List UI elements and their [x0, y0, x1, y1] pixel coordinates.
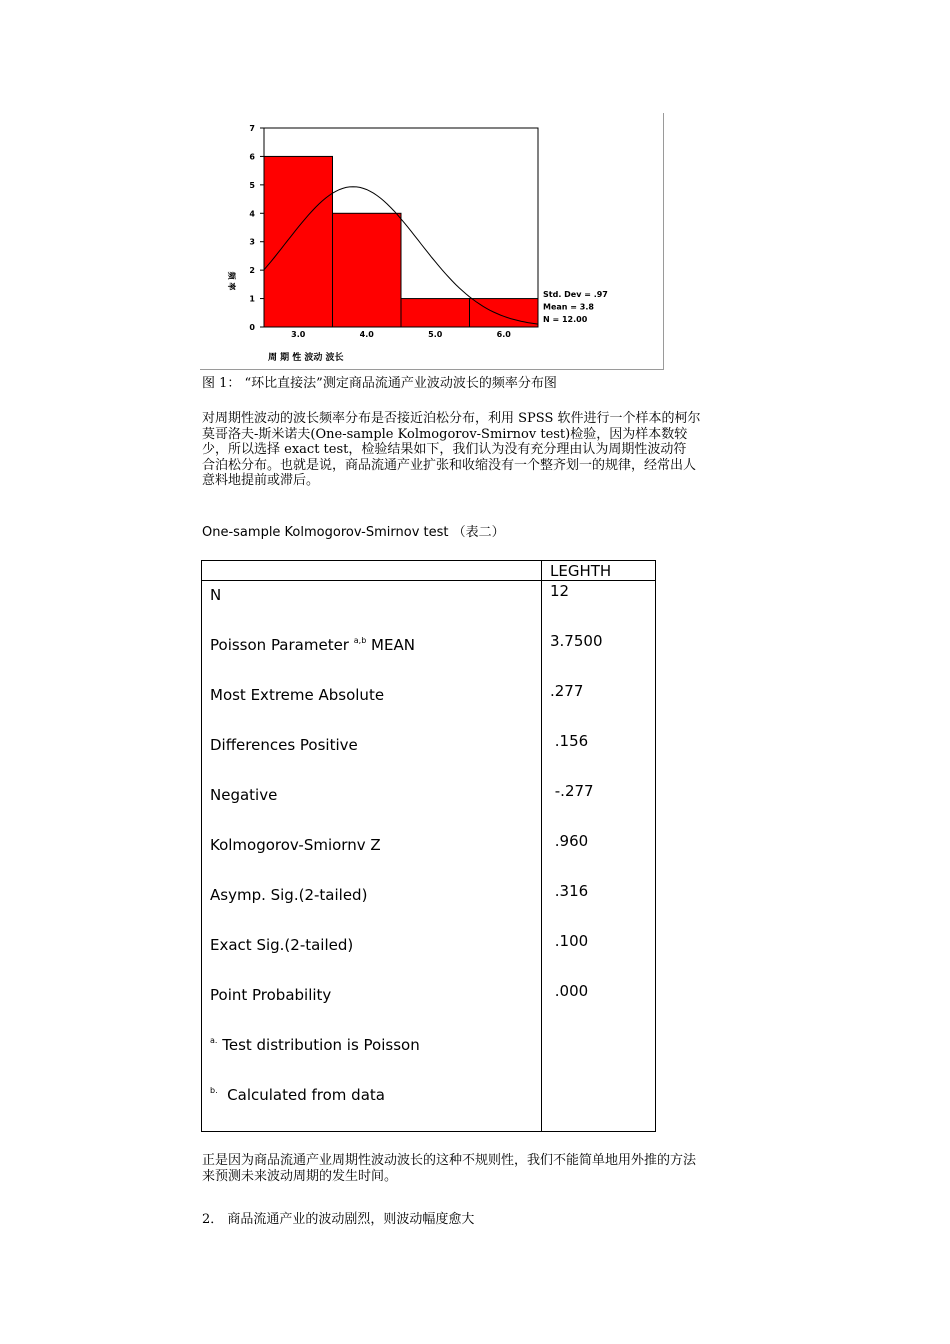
table-cell-label: [202, 731, 542, 781]
figure-caption: 图 1： “环比直接法”测定商品流通产业波动波长的频率分布图: [202, 376, 557, 391]
table-row: [202, 681, 656, 731]
table-cell-label: [202, 1031, 542, 1081]
table-cell-label: [202, 581, 542, 632]
table-cell-value: 3.7500: [542, 631, 656, 681]
row-label: Asymp. Sig.(2-tailed): [210, 886, 368, 904]
paragraph-line: 莫哥洛夫-斯米诺夫(One-sample Kolmogorov-Smirnov test)检验，因为样本数较: [202, 426, 688, 442]
table-cell-label: [202, 981, 542, 1031]
row-label-suffix: MEAN: [366, 636, 415, 654]
table-cell-value: .316: [542, 881, 656, 931]
row-label: Differences Positive: [210, 736, 358, 754]
paragraph-line: 正是因为商品流通产业周期性波动波长的这种不规则性，我们不能简单地用外推的方法: [202, 1153, 697, 1168]
table-header-legth: LEGHTH: [542, 561, 656, 581]
histogram-chart: [200, 113, 664, 370]
row-label: N: [210, 586, 222, 604]
row-label: Negative: [210, 786, 278, 804]
table-cell-value: .000: [542, 981, 656, 1031]
paragraph-irregularity: [202, 1153, 750, 1184]
row-label: Exact Sig.(2-tailed): [210, 936, 354, 954]
row-label-sup: a.: [210, 1036, 218, 1045]
y-tick-label: 3: [249, 237, 255, 247]
table-row: [202, 981, 656, 1031]
table-row: [202, 781, 656, 831]
stats-text: Std. Dev = .97: [543, 290, 608, 299]
y-tick-label: 7: [249, 124, 255, 133]
table-header-empty: [202, 561, 542, 581]
histogram-figure: [200, 113, 664, 370]
y-tick-label: 0: [249, 323, 255, 332]
table-cell-value: -.277: [542, 781, 656, 831]
row-label: Poisson Parameter: [210, 636, 354, 654]
x-tick-label: 3.0: [291, 330, 306, 339]
table-cell-value: .156: [542, 731, 656, 781]
x-tick-label: 5.0: [428, 330, 443, 339]
paragraph-line: 合泊松分布。也就是说，商品流通产业扩张和收缩没有一个整齐划一的规律，经常出人: [202, 457, 697, 473]
table-cell-label: [202, 781, 542, 831]
y-tick-label: 6: [249, 152, 255, 162]
table-cell-label: [202, 881, 542, 931]
table-cell-value: [542, 1031, 656, 1081]
histogram-bar: [333, 213, 402, 327]
section-heading: 2． 商品流通产业的波动剧烈，则波动幅度愈大: [202, 1212, 475, 1227]
paragraph-line: 意料地提前或滞后。: [202, 473, 320, 488]
y-axis-label: 频 率: [227, 271, 236, 291]
table-title-suffix: （表二）: [452, 525, 505, 540]
table-cell-value: .960: [542, 831, 656, 881]
row-label-sup: b.: [210, 1086, 218, 1095]
table-cell-label: [202, 631, 542, 681]
row-label-suffix: Test distribution is Poisson: [217, 1036, 420, 1054]
table-title: [202, 521, 505, 540]
histogram-bar: [401, 299, 470, 327]
paragraph-line: 对周期性波动的波长频率分布是否接近泊松分布，利用 SPSS 软件进行一个样本的柯尔: [202, 411, 701, 426]
table-row: [202, 731, 656, 781]
row-label-suffix: Calculated from data: [217, 1086, 385, 1104]
row-label-sup: a,b: [353, 636, 367, 645]
paragraph-line: 少，所以选择 exact test，检验结果如下，我们认为没有充分理由认为周期性波动符: [202, 442, 687, 457]
table-cell-value: [542, 1081, 656, 1132]
table-row: [202, 631, 656, 681]
table-row: [202, 881, 656, 931]
paragraph-ks-intro: [202, 411, 750, 489]
row-label: Most Extreme Absolute: [210, 686, 385, 704]
table-header-row: [202, 561, 656, 581]
table-cell-value: 12: [542, 581, 656, 632]
x-tick-label: 6.0: [496, 330, 511, 339]
table-cell-label: [202, 1081, 542, 1132]
x-axis-label: 周 期 性 波动 波长: [268, 353, 344, 363]
y-tick-label: 2: [249, 266, 255, 276]
stats-text: N = 12.00: [543, 315, 588, 324]
table-cell-label: [202, 681, 542, 731]
y-tick-label: 5: [249, 180, 255, 190]
ks-test-table: [201, 560, 656, 1132]
table-row: [202, 1081, 656, 1132]
table-row: [202, 831, 656, 881]
table-row: [202, 1031, 656, 1081]
table-row: [202, 931, 656, 981]
row-label: Point Probability: [210, 986, 332, 1004]
paragraph-line: 来预测未来波动周期的发生时间。: [202, 1168, 398, 1184]
x-tick-label: 4.0: [359, 330, 374, 339]
stats-text: Mean = 3.8: [543, 302, 594, 312]
table-cell-value: .277: [542, 681, 656, 731]
histogram-bar: [264, 156, 333, 327]
y-tick-label: 1: [249, 294, 255, 304]
table-cell-label: [202, 831, 542, 881]
table-cell-value: .100: [542, 931, 656, 981]
table-cell-label: [202, 931, 542, 981]
y-tick-label: 4: [249, 209, 255, 219]
row-label: Kolmogorov-Smiornv Z: [210, 836, 381, 854]
table-row: [202, 581, 656, 632]
table-title-text: One-sample Kolmogorov-Smirnov test: [202, 525, 449, 540]
